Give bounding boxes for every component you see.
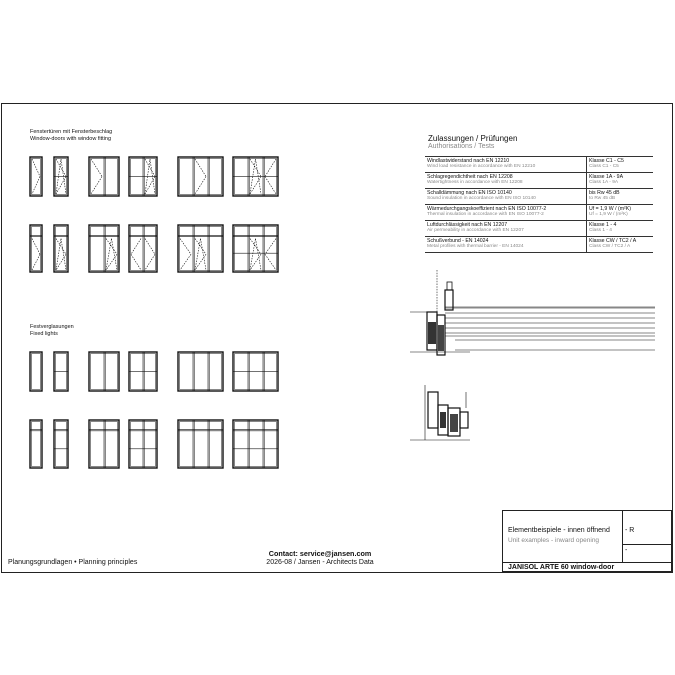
window-frame: [233, 420, 278, 468]
window-frame: [30, 225, 42, 272]
test-name-en: Wind load resistance in accordance with EN 12210: [427, 164, 536, 169]
opening-symbol: [201, 239, 207, 270]
window-frame-inner: [32, 227, 41, 271]
opening-symbol: [56, 239, 66, 255]
window-frame-inner: [180, 227, 222, 271]
title-block-title-de: Elementbeispiele - innen öffnend: [508, 527, 610, 534]
opening-symbol: [106, 254, 117, 270]
test-name: Schußverbund - EN 14024: [427, 238, 489, 244]
window-frame: [30, 352, 42, 391]
opening-symbol: [145, 239, 155, 255]
profile-fill: [450, 414, 458, 432]
opening-symbol: [195, 159, 206, 177]
window-frame: [178, 157, 223, 196]
title-block-title-en: Unit examples - inward opening: [508, 537, 600, 544]
test-name: Luftdurchlässigkeit nach EN 12207: [427, 222, 508, 228]
opening-symbol: [265, 254, 276, 270]
window-frame-inner: [180, 159, 222, 195]
table-row: [425, 205, 653, 221]
profile-fill: [428, 322, 436, 344]
tests-heading: [428, 134, 517, 151]
test-name-en: Watertightness in accordance with EN 12208: [427, 180, 523, 185]
opening-symbol: [256, 239, 262, 270]
window-frame-inner: [32, 159, 41, 195]
test-value: Klasse 1 - 4: [589, 222, 617, 228]
tests-subtitle: Authorisations / Tests: [428, 143, 495, 150]
test-value-en: to Rw 45 dB: [589, 196, 616, 201]
window-frame-inner: [235, 227, 277, 271]
test-name-en: Metal profiles with thermal barrier - EN 14024: [427, 244, 524, 249]
test-name: Wärmedurchgangskoeffizient nach EN ISO 10077-2: [427, 206, 547, 212]
opening-symbol: [91, 177, 102, 195]
footer-planning-principles: Planungsgrundlagen • Planning principles: [8, 559, 138, 566]
window-frame-inner: [180, 354, 222, 390]
test-name: Windlastwiderstand nach EN 12210: [427, 158, 510, 164]
profile-fill: [440, 412, 446, 428]
opening-symbol: [91, 159, 102, 177]
window-frame-inner: [32, 354, 41, 390]
table-row: [425, 221, 653, 237]
opening-symbol: [32, 159, 40, 177]
title-block-divider: [622, 511, 623, 562]
opening-symbol: [265, 239, 276, 255]
opening-symbol: [131, 239, 141, 255]
opening-symbol: [56, 159, 66, 177]
test-value-en: Uf = 1,9 W / (m²K): [589, 212, 628, 217]
opening-symbol: [195, 239, 206, 255]
opening-symbol: [131, 254, 141, 270]
test-value-en: Class 1 - 4: [589, 228, 612, 233]
opening-symbol: [265, 177, 276, 195]
title-block: [502, 510, 672, 572]
footer-edition: 2026-08 / Jansen - Architects Data: [266, 559, 374, 566]
profile-handle: [447, 282, 452, 290]
opening-symbol: [112, 239, 118, 270]
opening-symbol: [32, 254, 40, 270]
opening-symbol: [180, 239, 191, 255]
window-frame-inner: [180, 422, 222, 467]
title-block-divider: [622, 544, 673, 545]
window-frame-inner: [32, 422, 41, 467]
test-name-en: Sound insulation in accordance with EN ISO 10140: [427, 196, 536, 201]
opening-symbol: [195, 254, 206, 270]
test-name-en: Air permeability in accordance with EN 12207: [427, 228, 524, 233]
footer-contact-block: [200, 549, 440, 567]
title-block-code: - R: [625, 527, 635, 534]
opening-symbol: [32, 177, 40, 195]
opening-symbol: [250, 239, 256, 270]
title-block-divider: [503, 562, 671, 563]
title-block-product: JANISOL ARTE 60 window-door: [508, 564, 615, 571]
test-value-en: Class 1A - 9A: [589, 180, 619, 185]
test-value: Klasse C1 - C5: [589, 158, 624, 164]
opening-symbol: [250, 239, 261, 255]
footer-contact: Contact: service@jansen.com: [268, 549, 372, 558]
table-row: [425, 157, 653, 173]
section-title-en: Fixed lights: [30, 330, 58, 337]
test-value: Klasse 1A - 9A: [589, 174, 624, 180]
opening-symbol: [195, 177, 206, 195]
opening-symbol: [265, 159, 276, 177]
opening-symbol: [145, 254, 155, 270]
opening-symbol: [180, 254, 191, 270]
window-frame: [233, 225, 278, 272]
section-title-de: Fenstertüren mit Fensterbeschlag: [30, 129, 113, 135]
test-name: Schlagregendichtheit nach EN 12208: [427, 174, 513, 180]
opening-symbol: [61, 239, 66, 270]
window-frame-inner: [56, 422, 67, 467]
window-frame-inner: [235, 422, 277, 467]
window-frame: [30, 157, 42, 196]
test-name-en: Thermal insulation in accordance with EN ISO 10077-2: [427, 212, 544, 217]
test-value: Klasse CW / TC2 / A: [589, 238, 637, 244]
opening-symbol: [56, 239, 61, 270]
window-frame: [178, 420, 223, 468]
opening-symbol: [250, 159, 261, 177]
opening-symbol: [32, 239, 40, 255]
test-value: Uf = 1,9 W / (m²K): [589, 206, 631, 212]
opening-symbol: [145, 159, 155, 177]
opening-symbol: [106, 239, 117, 255]
opening-symbol: [56, 254, 66, 270]
window-frame: [30, 420, 42, 468]
opening-symbol: [106, 239, 112, 270]
window-frame: [54, 420, 68, 468]
table-row: [425, 237, 653, 253]
table-row: [425, 189, 653, 205]
test-value-en: Class C1 - C5: [589, 164, 619, 169]
profile-sash: [460, 412, 468, 428]
window-frame: [178, 352, 223, 391]
tests-table: [425, 156, 653, 253]
tests-title: Zulassungen / Prüfungen: [428, 134, 518, 143]
window-frame: [54, 225, 68, 272]
opening-symbol: [195, 239, 201, 270]
profile-frame: [428, 392, 438, 428]
test-value-en: Class CW / TC2 / A: [589, 244, 631, 249]
profile-fill: [438, 325, 444, 351]
window-frame: [178, 225, 223, 272]
section-title-en: Window-doors with window fitting: [30, 135, 112, 142]
test-name: Schalldämmung nach EN ISO 10140: [427, 190, 512, 196]
title-block-code-2: -: [625, 547, 628, 554]
section-title-de: Festverglasungen: [30, 324, 74, 330]
table-row: [425, 173, 653, 189]
opening-symbol: [250, 254, 261, 270]
test-value: bis Rw 45 dB: [589, 190, 620, 196]
